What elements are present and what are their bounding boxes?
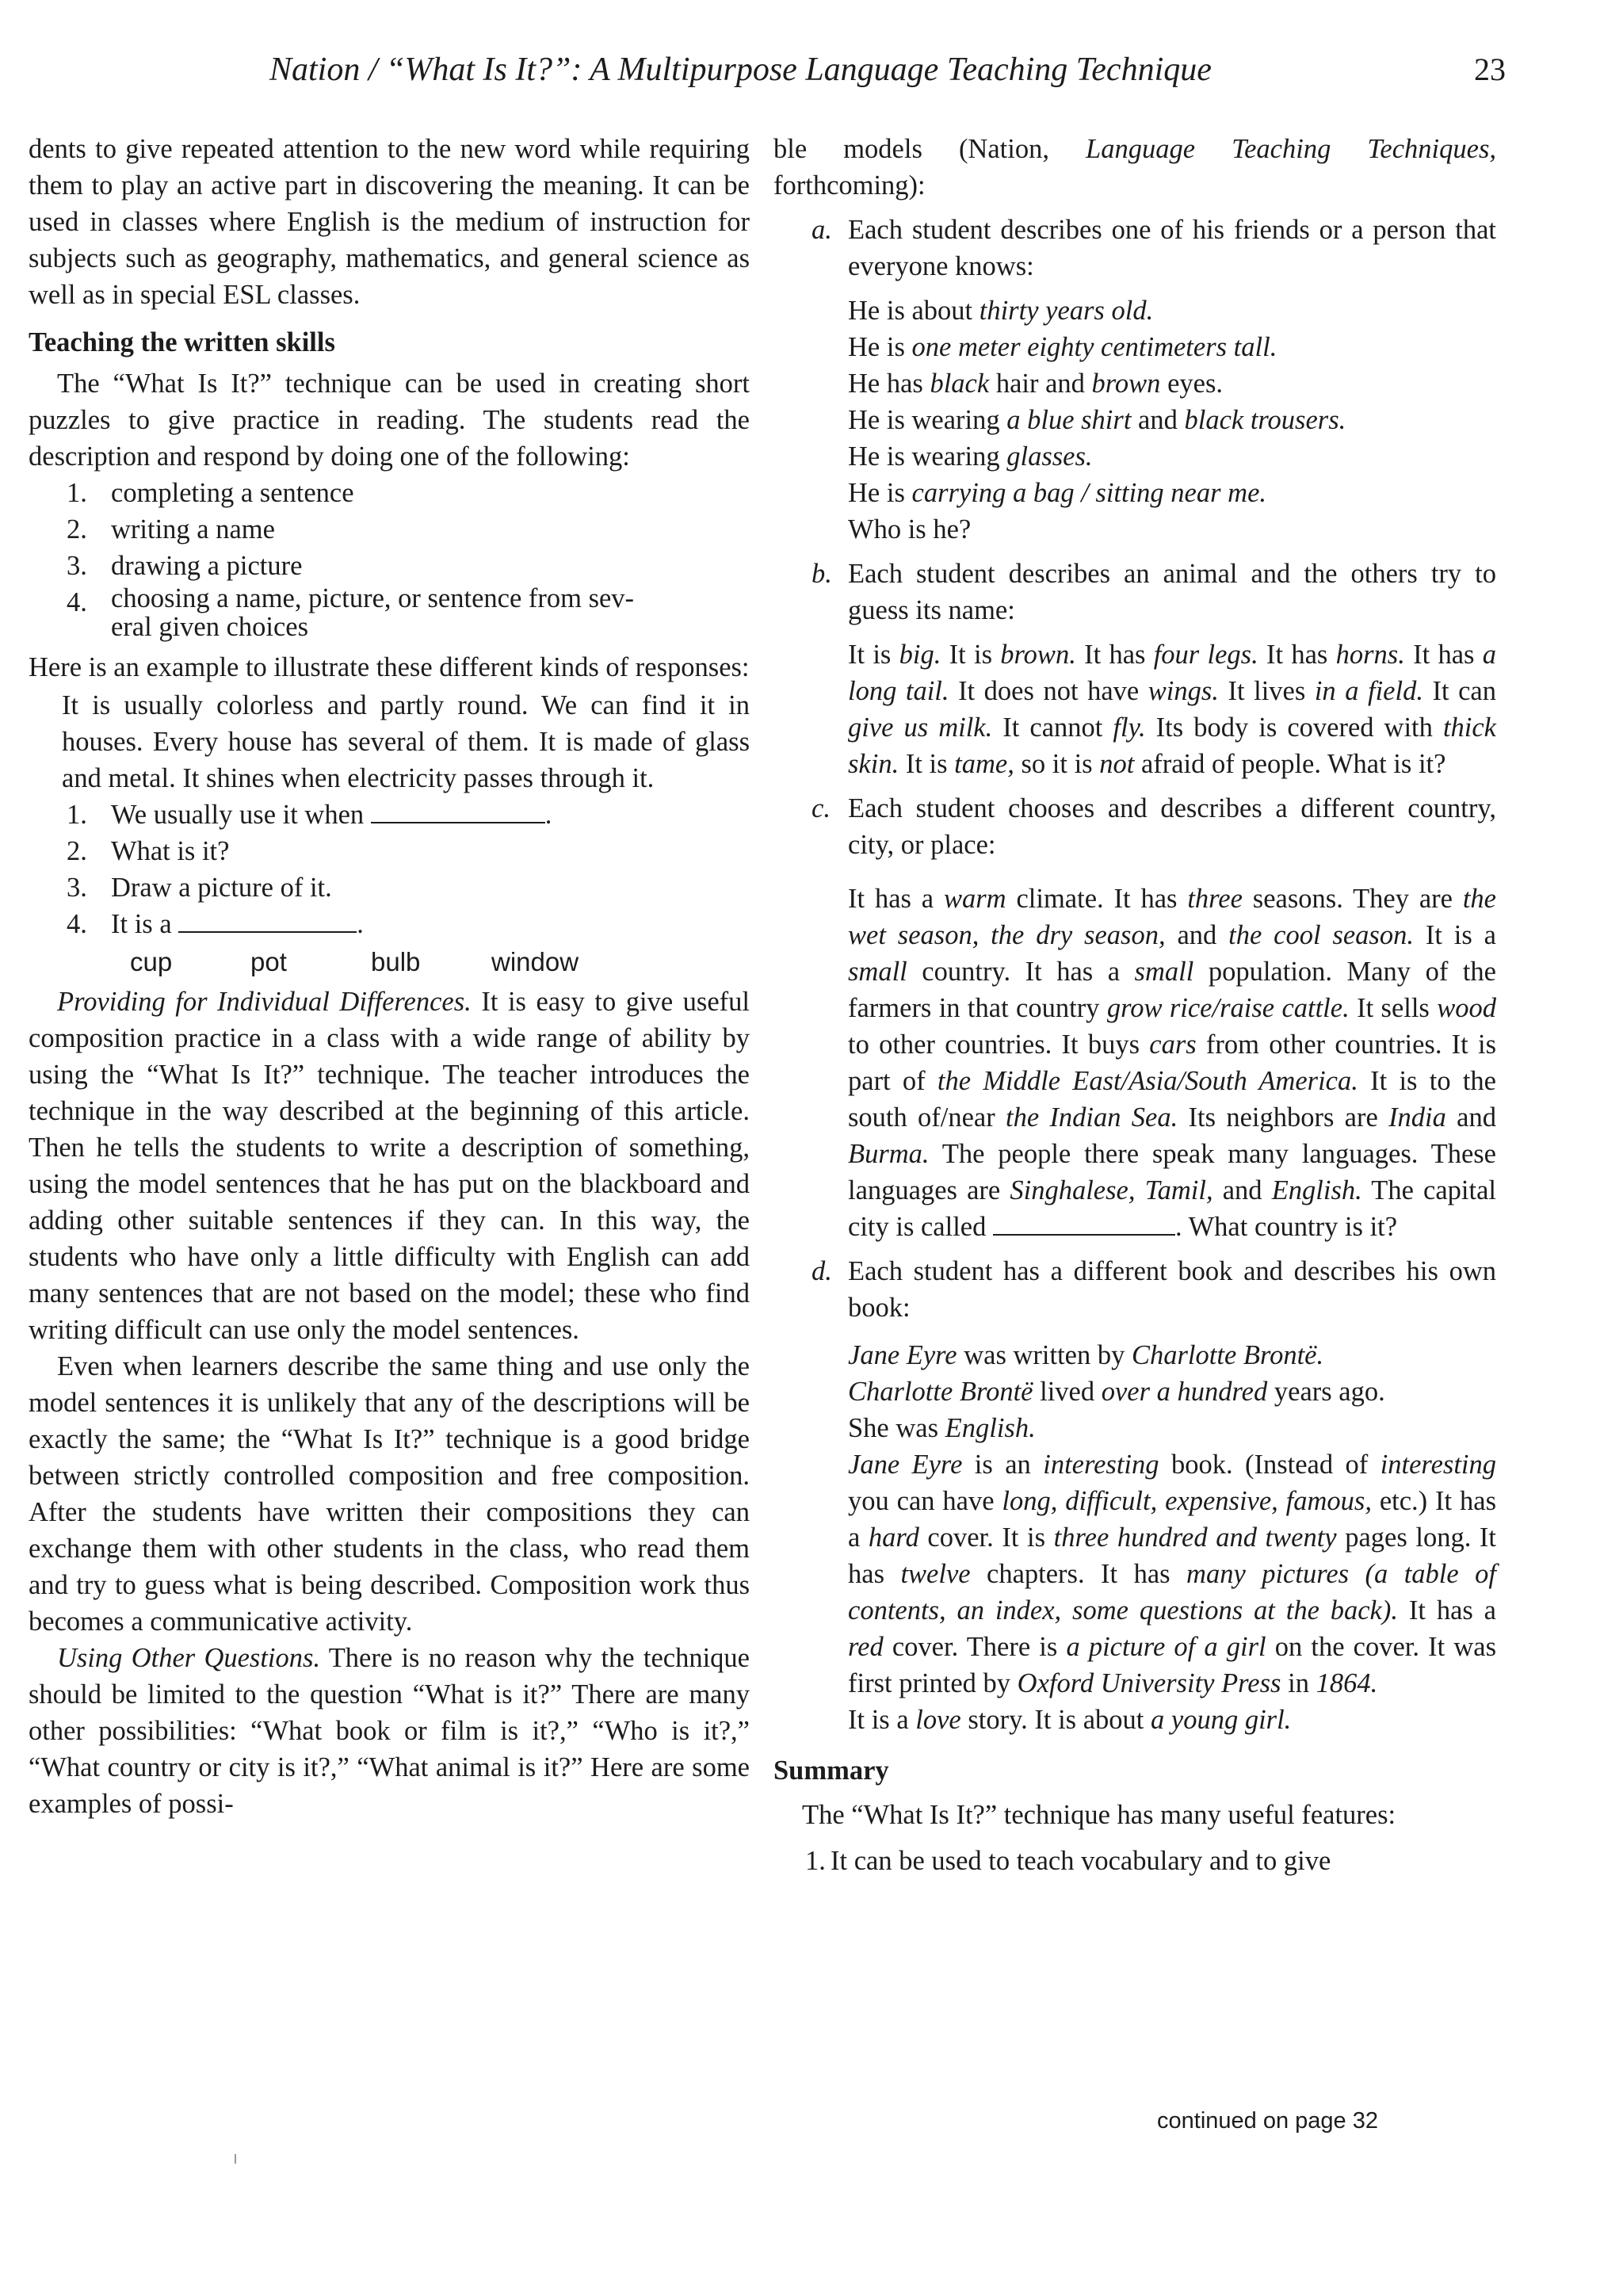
response-list bbox=[29, 475, 750, 641]
subheading-other-questions: Using Other Questions. bbox=[57, 1643, 321, 1673]
subheading-individual-differences: Providing for Individual Differences. bbox=[57, 987, 472, 1017]
list-item: 4. choosing a name, picture, or sentence from sev- eral given choices bbox=[67, 583, 635, 642]
left-column bbox=[29, 131, 750, 1822]
paragraph-models-intro: ble models (Nation, Language Teaching Techniques, forthcoming): bbox=[773, 134, 1496, 201]
choice-cup: cup bbox=[130, 947, 173, 976]
list-item: 1. It can be used to teach vocabulary and to give bbox=[805, 1846, 1331, 1876]
answer-blank bbox=[371, 804, 545, 823]
list-item: 4. It is a . bbox=[67, 909, 364, 939]
choice-bulb: bulb bbox=[371, 947, 421, 976]
right-column bbox=[773, 131, 1496, 1879]
answer-blank bbox=[178, 914, 357, 933]
paragraph-individual-differences: Providing for Individual Differences. It is easy to give useful composition practice in a class with a wide range of ability by using the “What Is It?” technique. The teacher introduces the technique in the way described at the beginning of this article. Then he tells the students to write a description of something, using the model sentences that he has put on the blackboard and adding other suitable sentences if they can. In this way, the students who have only a little difficulty with English can add many sentences that are not based on the model; these who find writing difficult can use only the model sentences. bbox=[29, 987, 750, 1345]
page-header bbox=[269, 51, 1506, 98]
example-puzzle: It is usually colorless and partly round. We can find it in houses. Every house has several of them. It is made of glass and metal. It shines when electricity passes through it. bbox=[62, 690, 750, 793]
paragraph-summary: The “What Is It?” technique has many useful features: bbox=[802, 1800, 1396, 1830]
model-country-sentences: It has a warm climate. It has three seasons. They are the wet season, the dry season, and the cool season. It is a small country. It has a small population. Many of the farmers in that country grow rice/raise cattle. It sells wood to other countries. It buys cars from other countries. It is part of the Middle East/Asia/South America. It is to the south of/near the Indian Sea. Its neighbors are India and Burma. The people there speak many languages. These languages are Singhalese, Tamil, and English. The capital city is called . What country is it? bbox=[848, 884, 1497, 1242]
running-title: Nation / “What Is It?”: A Multipurpose Language Teaching Technique bbox=[269, 52, 1212, 88]
paragraph-written-skills: The “What Is It?” technique can be used in creating short puzzles to give practice in reading. The students read the description and respond by doing one of the following: bbox=[29, 369, 750, 472]
list-item: 1. completing a sentence bbox=[67, 478, 354, 508]
model-animal: b. Each student describes an animal and the others try to guess its name: It is big. It is brown. It has four legs. It has horns. It has a long tail. It does not have wings. It lives in a field. It can give us milk. It cannot fly. Its body is covered with thick skin. It is tame, so it is not afraid of people. What is it? bbox=[773, 556, 1496, 782]
paragraph-other-questions: Using Other Questions. There is no reason why the technique should be limited to the question “What is it?” There are many other possibilities: “What book or film is it?,” “Who is it?,” “What country or city is it?,” “What animal is it?” Here are some examples of possi- bbox=[29, 1643, 750, 1819]
model-friend-sentences: He is about thirty years old. He is one meter eighty centimeters tall. He has black hair and brown eyes. He is wearing a blue shirt and black trousers. He is wearing glasses. He is carrying a bag / sitting near me. Who is he? bbox=[848, 296, 1346, 544]
answer-blank bbox=[993, 1217, 1175, 1236]
list-item: 2. writing a name bbox=[67, 514, 275, 544]
task-list bbox=[29, 797, 750, 942]
list-item: 3. drawing a picture bbox=[67, 551, 303, 581]
choice-words bbox=[130, 944, 750, 980]
paragraph-example-intro: Here is an example to illustrate these different kinds of responses: bbox=[29, 652, 750, 682]
choice-pot: pot bbox=[250, 947, 287, 976]
continued-note: continued on page 32 bbox=[1157, 2108, 1378, 2134]
model-book-sentences: Jane Eyre was written by Charlotte Brontë. Charlotte Brontë lived over a hundred years ago. She was English. Jane Eyre is an interesting book. (Instead of interesting you can have long, difficult, expensive, famous, etc.) It has a hard cover. It is three hundred and twenty pages long. It has twelve chapters. It has many pictures (a table of contents, an index, some questions at the back). It has a red cover. There is a picture of a girl on the cover. It was first printed by Oxford University Press in 1864. It is a love story. It is about a young girl. bbox=[848, 1340, 1497, 1735]
list-item: 2. What is it? bbox=[67, 836, 230, 866]
model-animal-sentences: It is big. It is brown. It has four legs. It has horns. It has a long tail. It does not have wings. It lives in a field. It can give us milk. It cannot fly. Its body is covered with thick skin. It is tame, so it is not afraid of people. What is it? bbox=[848, 640, 1496, 779]
paragraph-intro: dents to give repeated attention to the new word while requiring them to play an active part in discovering the meaning. It can be used in classes where English is the medium of instruction for subjects such as geography, mathematics, and general science as well as in special ESL classes. bbox=[29, 134, 750, 310]
page-number: 23 bbox=[1474, 52, 1506, 87]
list-item: 1. We usually use it when . bbox=[67, 800, 552, 830]
model-country: c. Each student chooses and describes a different country, city, or place: It has a warm climate. It has three seasons. They are the wet season, the dry season, and the cool season. It is a small country. It has a small population. Many of the farmers in that country grow rice/raise cattle. It sells wood to other countries. It buys cars from other countries. It is part of the Middle East/Asia/South America. It is to the south of/near the Indian Sea. Its neighbors are India and Burma. The people there speak many languages. These languages are Singhalese, Tamil, and English. The capital city is called . What country is it? bbox=[773, 790, 1496, 1245]
choice-window: window bbox=[491, 947, 579, 976]
model-friend: a. Each student describes one of his friends or a person that everyone knows: He is about thirty years old. He is one meter eighty centimeters tall. He has black hair and brown eyes. He is wearing a blue shirt and black trousers. He is wearing glasses. He is carrying a bag / sitting near me. Who is he? bbox=[773, 212, 1496, 548]
heading-summary: Summary bbox=[773, 1755, 889, 1786]
summary-list bbox=[773, 1843, 1496, 1879]
list-item: 3. Draw a picture of it. bbox=[67, 873, 332, 903]
paragraph-even-when: Even when learners describe the same thing and use only the model sentences it is unlikely that any of the descriptions will be exactly the same; the “What Is It?” technique is a good bridge between strictly controlled composition and free composition. After the students have written their compositions they can exchange them with other students in the class, who read them and try to guess what is being described. Composition work thus becomes a communicative activity. bbox=[29, 1351, 750, 1637]
scan-mark bbox=[235, 2154, 236, 2164]
heading-written-skills: Teaching the written skills bbox=[29, 327, 335, 357]
model-book: d. Each student has a different book and describes his own book: Jane Eyre was written by Charlotte Brontë. Charlotte Brontë lived over a hundred years ago. She was English. Jane Eyre is an interesting book. (Instead of interesting you can have long, difficult, expensive, famous, etc.) It has a hard cover. It is three hundred and twenty pages long. It has twelve chapters. It has many pictures (a table of contents, an index, some questions at the back). It has a red cover. There is a picture of a girl on the cover. It was first printed by Oxford University Press in 1864. It is a love story. It is about a young girl. bbox=[773, 1253, 1496, 1738]
